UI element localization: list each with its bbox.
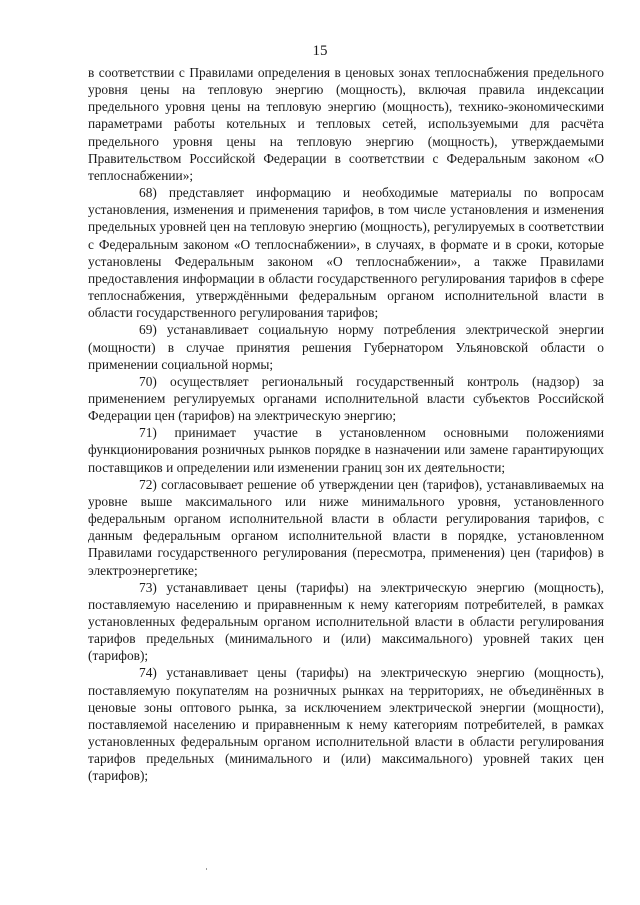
paragraph-item-71: 71) принимает участие в установленном основными положениями функционирования розничных рынков порядке в назначении или замене гарантирующих поставщиков и определении или изменении границ зон их деятельности; <box>88 425 604 475</box>
paragraph-item-70: 70) осуществляет региональный государственный контроль (надзор) за применением регулируемых органами исполнительной власти субъектов Российской Федерации цен (тарифов) на электрическую энергию; <box>88 373 604 424</box>
paragraph-item-72: 72) согласовывает решение об утверждении цен (тарифов), устанавливаемых на уровне выше максимального или ниже минимального уровня, установленного федеральным органом исполнительной власти в области регулирования тарифов, с данным федеральным органом исполнительной власти в порядке, установленном Правилами государственного регулирования (пересмотра, применения) цен (тарифов) в электроэнергетике; <box>88 476 604 578</box>
paragraph-item-68: 68) представляет информацию и необходимые материалы по вопросам установления, изменения и применения тарифов, в том числе установления и изменения предельных уровней цен на тепловую энергию (мощность), регулируемых в соответствии с Федеральным законом «О теплоснабжении», в случаях, в формате и в сроки, которые установлены Федеральным законом «О теплоснабжении», а также Правилами предоставления информации в области государственного регулирования тарифов в сфере теплоснабжения, утверждёнными федеральным органом исполнительной власти в области государственного регулирования тарифов; <box>88 185 604 321</box>
document-body <box>88 64 604 785</box>
paragraph-item-74: 74) устанавливает цены (тарифы) на электрическую энергию (мощность), поставляемую покупателям на розничных рынках на территориях, не объединённых в ценовые зоны оптового рынка, за исключением электрической энергии (мощности), поставляемой населению и приравненным к нему категориям потребителей, в рамках установленных федеральным органом исполнительной власти в области регулирования тарифов предельных (минимального и (или) максимального) уровней таких цен (тарифов); <box>88 665 604 784</box>
page-number: 15 <box>312 43 328 59</box>
paragraph-continuation: в соответствии с Правилами определения в ценовых зонах теплоснабжения предельного уровня цены на тепловую энергию (мощность), включая правила индексации предельного уровня цены на тепловую энергию (мощность), технико-экономическими параметрами работы котельных и тепловых сетей, используемыми для расчёта предельного уровня цены на тепловую энергию (мощность), утверждаемыми Правительством Российской Федерации в соответствии с Федеральным законом «О теплоснабжении»; <box>88 65 604 183</box>
scan-speck <box>206 868 207 870</box>
paragraph-item-73: 73) устанавливает цены (тарифы) на электрическую энергию (мощность), поставляемую населению и приравненным к нему категориям потребителей, в рамках установленных федеральным органом исполнительной власти в области регулирования тарифов предельных (минимального и (или) максимального) уровней таких цен (тарифов); <box>88 579 604 664</box>
paragraph-item-69: 69) устанавливает социальную норму потребления электрической энергии (мощности) в случае принятия решения Губернатором Ульяновской области о применении социальной нормы; <box>88 322 604 372</box>
